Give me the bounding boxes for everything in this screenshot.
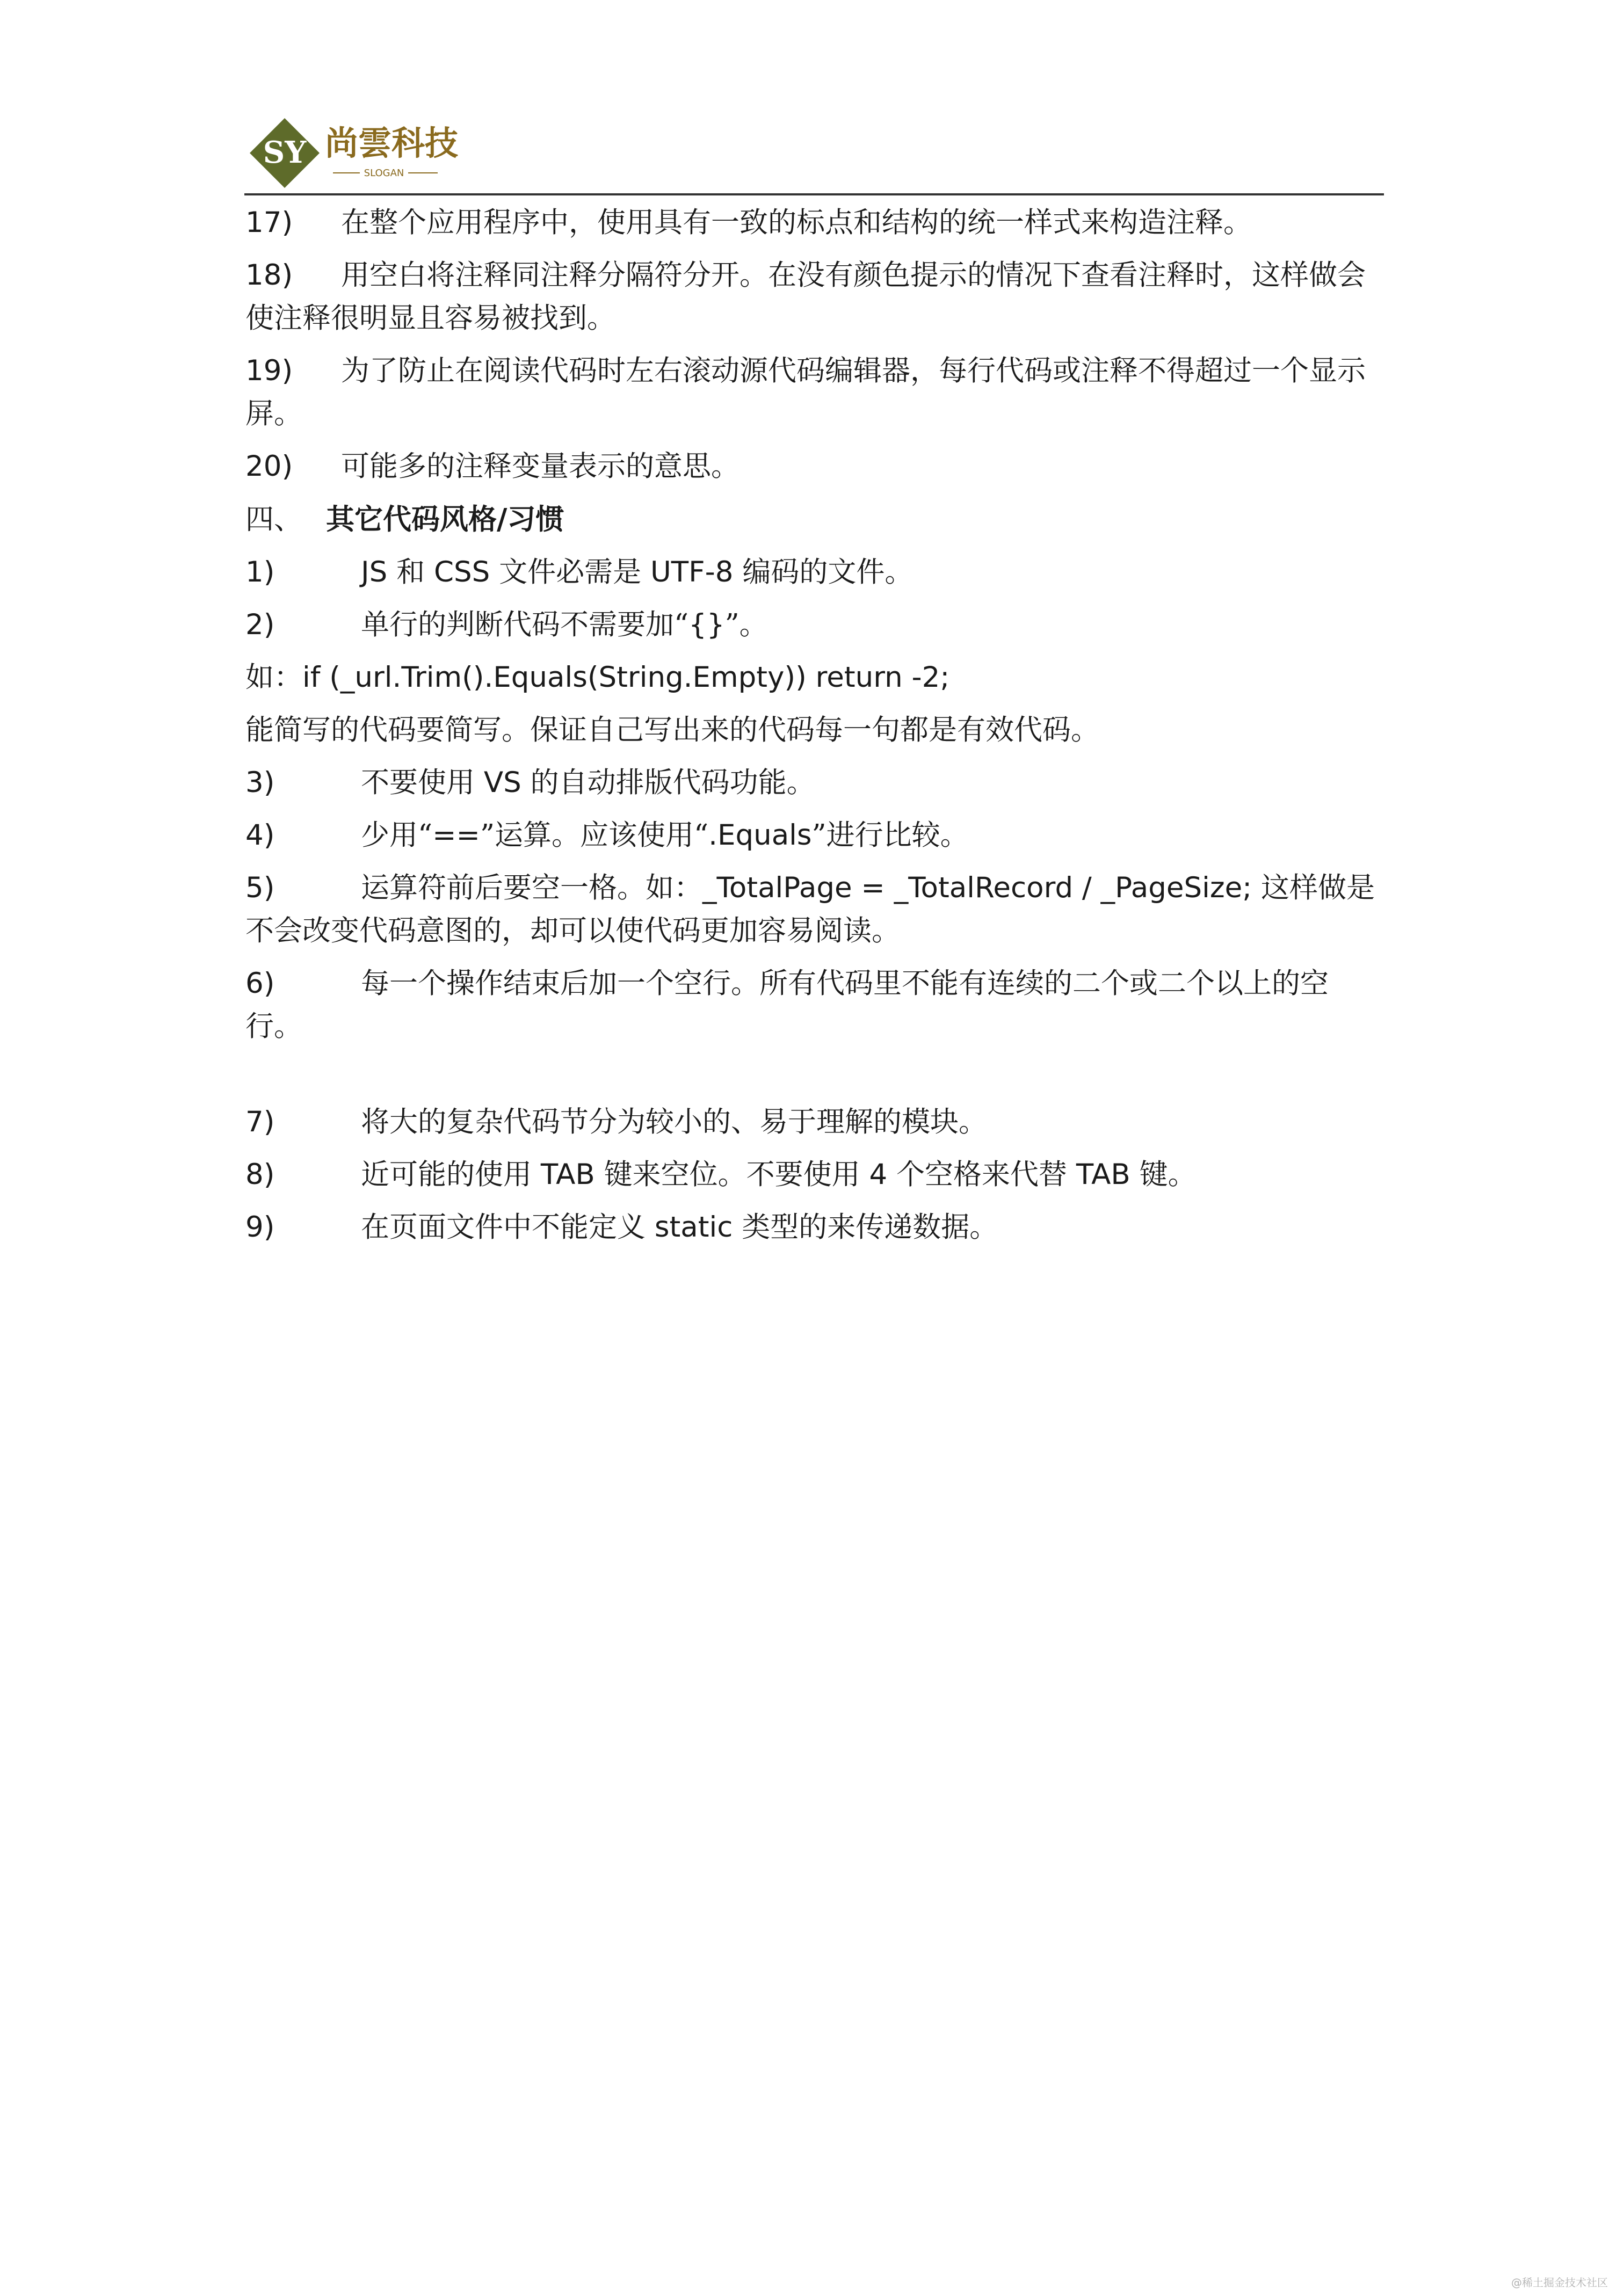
list-item: 19) 为了防止在阅读代码时左右滚动源代码编辑器，每行代码或注释不得超过一个显示屏。 xyxy=(245,354,1366,430)
logo-letters: SY xyxy=(263,135,307,170)
list-item: 7) 将大的复杂代码节分为较小的、易于理解的模块。 xyxy=(245,1106,987,1138)
list-item: 3) 不要使用 VS 的自动排版代码功能。 xyxy=(245,766,815,799)
blank-line xyxy=(245,1058,1384,1101)
logo-name: 尚雲科技 xyxy=(325,123,459,163)
list-item: 6) 每一个操作结束后加一个空行。所有代码里不能有连续的二个或二个以上的空行。 xyxy=(245,967,1329,1043)
list-item: 17) 在整个应用程序中，使用具有一致的标点和结构的统一样式来构造注释。 xyxy=(245,206,1252,239)
list-item: 2) 单行的判断代码不需要加“{}”。 xyxy=(245,608,768,641)
header-rule xyxy=(244,193,1384,195)
watermark: @稀土掘金技术社区 xyxy=(1511,2276,1608,2289)
list-item: 18) 用空白将注释同注释分隔符分开。在没有颜色提示的情况下查看注释时，这样做会使注释很明显且容易被找到。 xyxy=(245,259,1366,335)
logo-slogan: SLOGAN xyxy=(364,168,404,179)
list-item: 4) 少用“==”运算。应该使用“.Equals”进行比较。 xyxy=(245,819,969,852)
list-item: 1) JS 和 CSS 文件必需是 UTF-8 编码的文件。 xyxy=(245,556,914,588)
code-example: 如：if (_url.Trim().Equals(String.Empty)) return -2; xyxy=(245,661,950,694)
list-item: 5) 运算符前后要空一格。如：_TotalPage = _TotalRecord / _PageSize; 这样做是不会改变代码意图的，却可以使代码更加容易阅读。 xyxy=(245,871,1375,947)
note-text: 能简写的代码要简写。保证自己写出来的代码每一句都是有效代码。 xyxy=(245,714,1099,746)
list-item: 8) 近可能的使用 TAB 键来空位。不要使用 4 个空格来代替 TAB 键。 xyxy=(245,1158,1197,1191)
section-heading: 四、 其它代码风格/习惯 xyxy=(245,503,564,536)
company-logo xyxy=(244,113,470,193)
document-body xyxy=(245,201,1384,1259)
list-item: 20) 可能多的注释变量表示的意思。 xyxy=(245,450,740,483)
list-item: 9) 在页面文件中不能定义 static 类型的来传递数据。 xyxy=(245,1211,998,1244)
